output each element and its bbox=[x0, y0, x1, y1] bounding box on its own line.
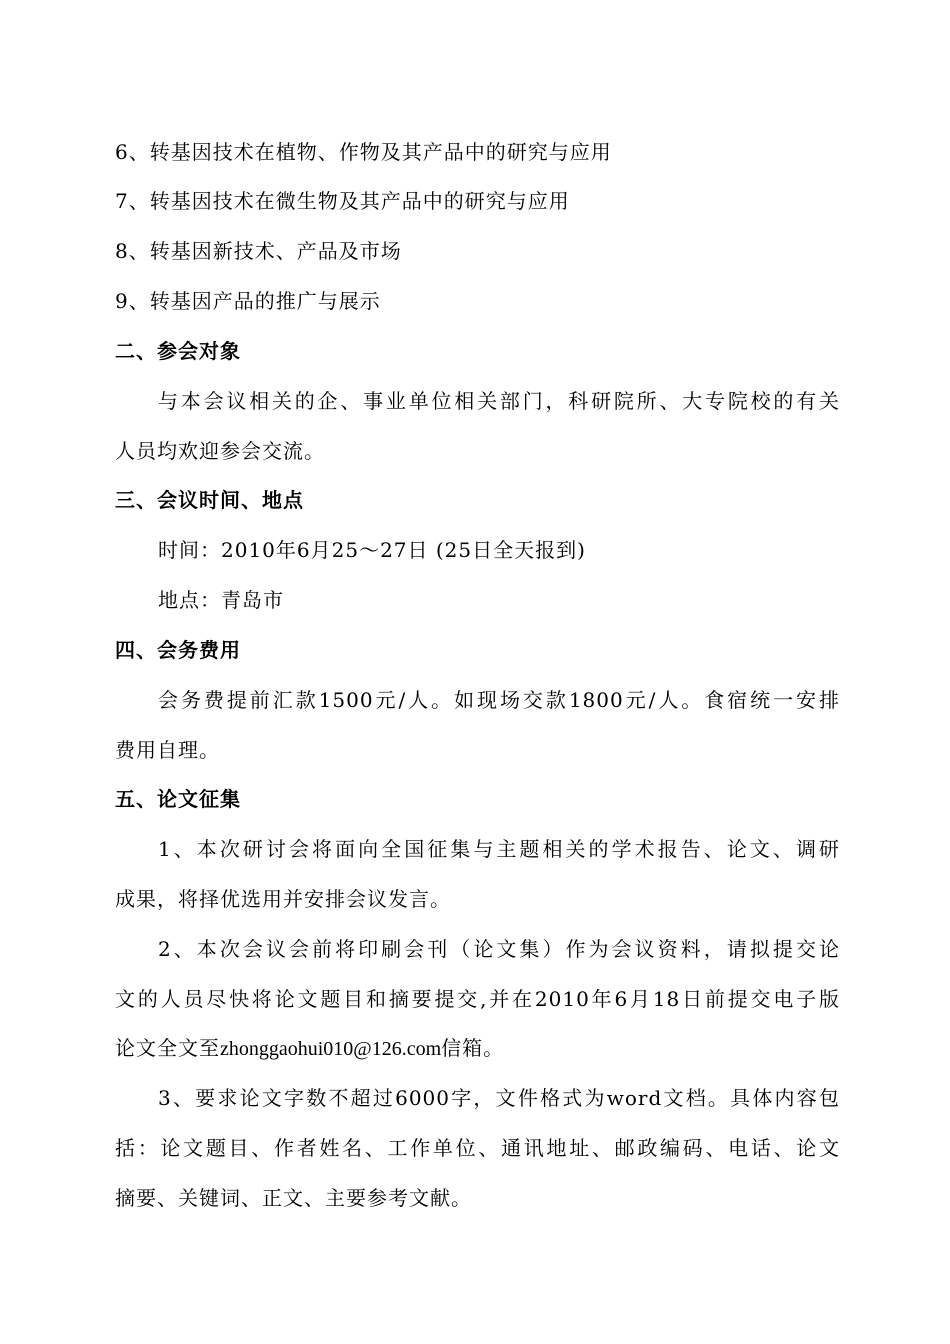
paragraph-line: 会务费提前汇款1500元/人。如现场交款1800元/人。食宿统一安排 bbox=[158, 688, 840, 712]
paragraph-line: 人员均欢迎参会交流。 bbox=[115, 439, 325, 463]
paragraph-line: 摘要、关键词、正文、主要参考文献。 bbox=[115, 1186, 472, 1210]
email-prefix-text: 论文全文至 bbox=[115, 1036, 220, 1060]
list-item: 7、转基因技术在微生物及其产品中的研究与应用 bbox=[115, 189, 570, 213]
meeting-time: 时间：2010年6月25～27日 (25日全天报到) bbox=[158, 538, 586, 562]
paragraph-line: 1、本次研讨会将面向全国征集与主题相关的学术报告、论文、调研 bbox=[158, 837, 840, 861]
paragraph-line: 3、要求论文字数不超过6000字，文件格式为word文档。具体内容包 bbox=[158, 1086, 840, 1110]
section-heading-papers: 五、论文征集 bbox=[115, 787, 241, 811]
section-heading-attendees: 二、参会对象 bbox=[115, 339, 241, 363]
paragraph-line: 成果，将择优选用并安排会议发言。 bbox=[115, 887, 451, 911]
paragraph-line-email bbox=[115, 1033, 840, 1064]
email-address[interactable]: zhonggaohui010@126.com bbox=[220, 1038, 442, 1060]
paragraph-line: 与本会议相关的企、事业单位相关部门，科研院所、大专院校的有关 bbox=[158, 389, 840, 413]
meeting-place: 地点：青岛市 bbox=[158, 588, 284, 612]
list-item: 6、转基因技术在植物、作物及其产品中的研究与应用 bbox=[115, 140, 612, 164]
list-item: 8、转基因新技术、产品及市场 bbox=[115, 239, 402, 263]
paragraph-line: 费用自理。 bbox=[115, 738, 220, 762]
paragraph-line: 文的人员尽快将论文题目和摘要提交,并在2010年6月18日前提交电子版 bbox=[115, 987, 840, 1011]
paragraph-line: 2、本次会议会前将印刷会刊（论文集）作为会议资料，请拟提交论 bbox=[158, 937, 840, 961]
section-heading-time-place: 三、会议时间、地点 bbox=[115, 488, 304, 512]
section-heading-fees: 四、会务费用 bbox=[115, 638, 241, 662]
email-suffix-text: 信箱。 bbox=[441, 1036, 505, 1060]
list-item: 9、转基因产品的推广与展示 bbox=[115, 289, 381, 313]
paragraph-line: 括：论文题目、作者姓名、工作单位、通讯地址、邮政编码、电话、论文 bbox=[115, 1136, 840, 1160]
